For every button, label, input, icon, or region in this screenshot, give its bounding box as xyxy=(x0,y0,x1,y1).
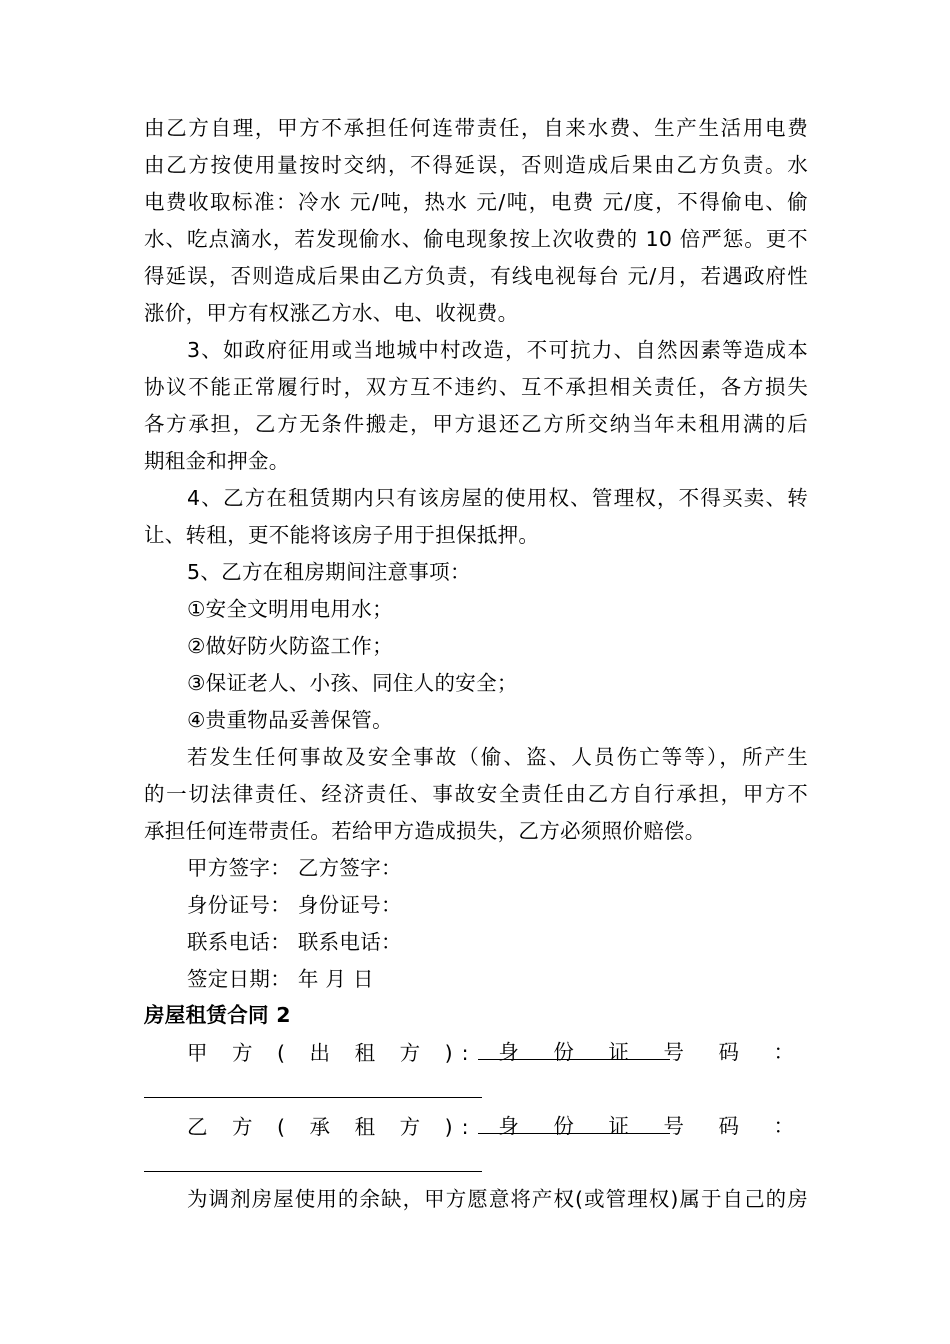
signature-line: 甲方签字： 乙方签字： xyxy=(187,856,402,880)
party-b-id-label: 身 份 证 号 码 ： xyxy=(498,1114,808,1138)
liability-line: 承担任何连带责任。若给甲方造成损失，乙方必须照价赔偿。 xyxy=(144,819,706,843)
clause-3-line: 3、如政府征用或当地城中村改造，不可抗力、自然因素等造成本 xyxy=(187,338,808,362)
liability-line: 若发生任何事故及安全事故（偷、盗、人员伤亡等等），所产生 xyxy=(187,745,808,769)
clause-3-line: 协议不能正常履行时，双方互不违约、互不承担相关责任，各方损失 xyxy=(144,375,808,399)
paragraph-line: 水、吃点滴水，若发现偷水、偷电现象按上次收费的 10 倍严惩。更不 xyxy=(144,227,808,251)
phone-line: 联系电话： 联系电话： xyxy=(187,930,402,954)
paragraph-line: 为调剂房屋使用的余缺，甲方愿意将产权(或管理权)属于自己的房 xyxy=(187,1187,808,1211)
paragraph-line: 由乙方自理，甲方不承担任何连带责任，自来水费、生产生活用电费 xyxy=(144,116,808,140)
party-a-id-label: 身 份 证 号 码 ： xyxy=(498,1040,808,1064)
list-item: ②做好防火防盗工作； xyxy=(187,634,393,658)
list-item: ①安全文明用电用水； xyxy=(187,597,393,621)
id-number-line: 身份证号： 身份证号： xyxy=(187,893,402,917)
list-item: ③保证老人、小孩、同住人的安全； xyxy=(187,671,518,695)
clause-4-line: 让、转租，更不能将该房子用于担保抵押。 xyxy=(144,523,540,547)
section-heading: 房屋租赁合同 2 xyxy=(144,1003,291,1027)
party-a-id-blank xyxy=(144,1097,482,1098)
paragraph-line: 电费收取标准：冷水 元/吨，热水 元/吨，电费 元/度，不得偷电、偷 xyxy=(144,190,808,214)
paragraph-line: 得延误，否则造成后果由乙方负责，有线电视每台 元/月，若遇政府性 xyxy=(144,264,808,288)
list-item: ④贵重物品妥善保管。 xyxy=(187,708,393,732)
clause-5-heading: 5、乙方在租房期间注意事项： xyxy=(187,560,471,584)
clause-4-line: 4、乙方在租赁期内只有该房屋的使用权、管理权，不得买卖、转 xyxy=(187,486,808,510)
paragraph-line: 涨价，甲方有权涨乙方水、电、收视费。 xyxy=(144,301,519,325)
party-b-id-blank xyxy=(144,1171,482,1172)
clause-3-line: 各方承担，乙方无条件搬走，甲方退还乙方所交纳当年未租用满的后 xyxy=(144,412,808,436)
party-b-label: 乙 方 ( 承 租 方 ): xyxy=(187,1115,478,1139)
liability-line: 的一切法律责任、经济责任、事故安全责任由乙方自行承担，甲方不 xyxy=(144,782,808,806)
paragraph-line: 由乙方按使用量按时交纳，不得延误，否则造成后果由乙方负责。水 xyxy=(144,153,808,177)
party-a-line xyxy=(187,1037,808,1068)
party-a-label: 甲 方 ( 出 租 方 ): xyxy=(187,1041,478,1065)
clause-3-line: 期租金和押金。 xyxy=(144,449,290,473)
party-b-line xyxy=(187,1111,808,1142)
sign-date-line: 签定日期： 年 月 日 xyxy=(187,967,374,991)
